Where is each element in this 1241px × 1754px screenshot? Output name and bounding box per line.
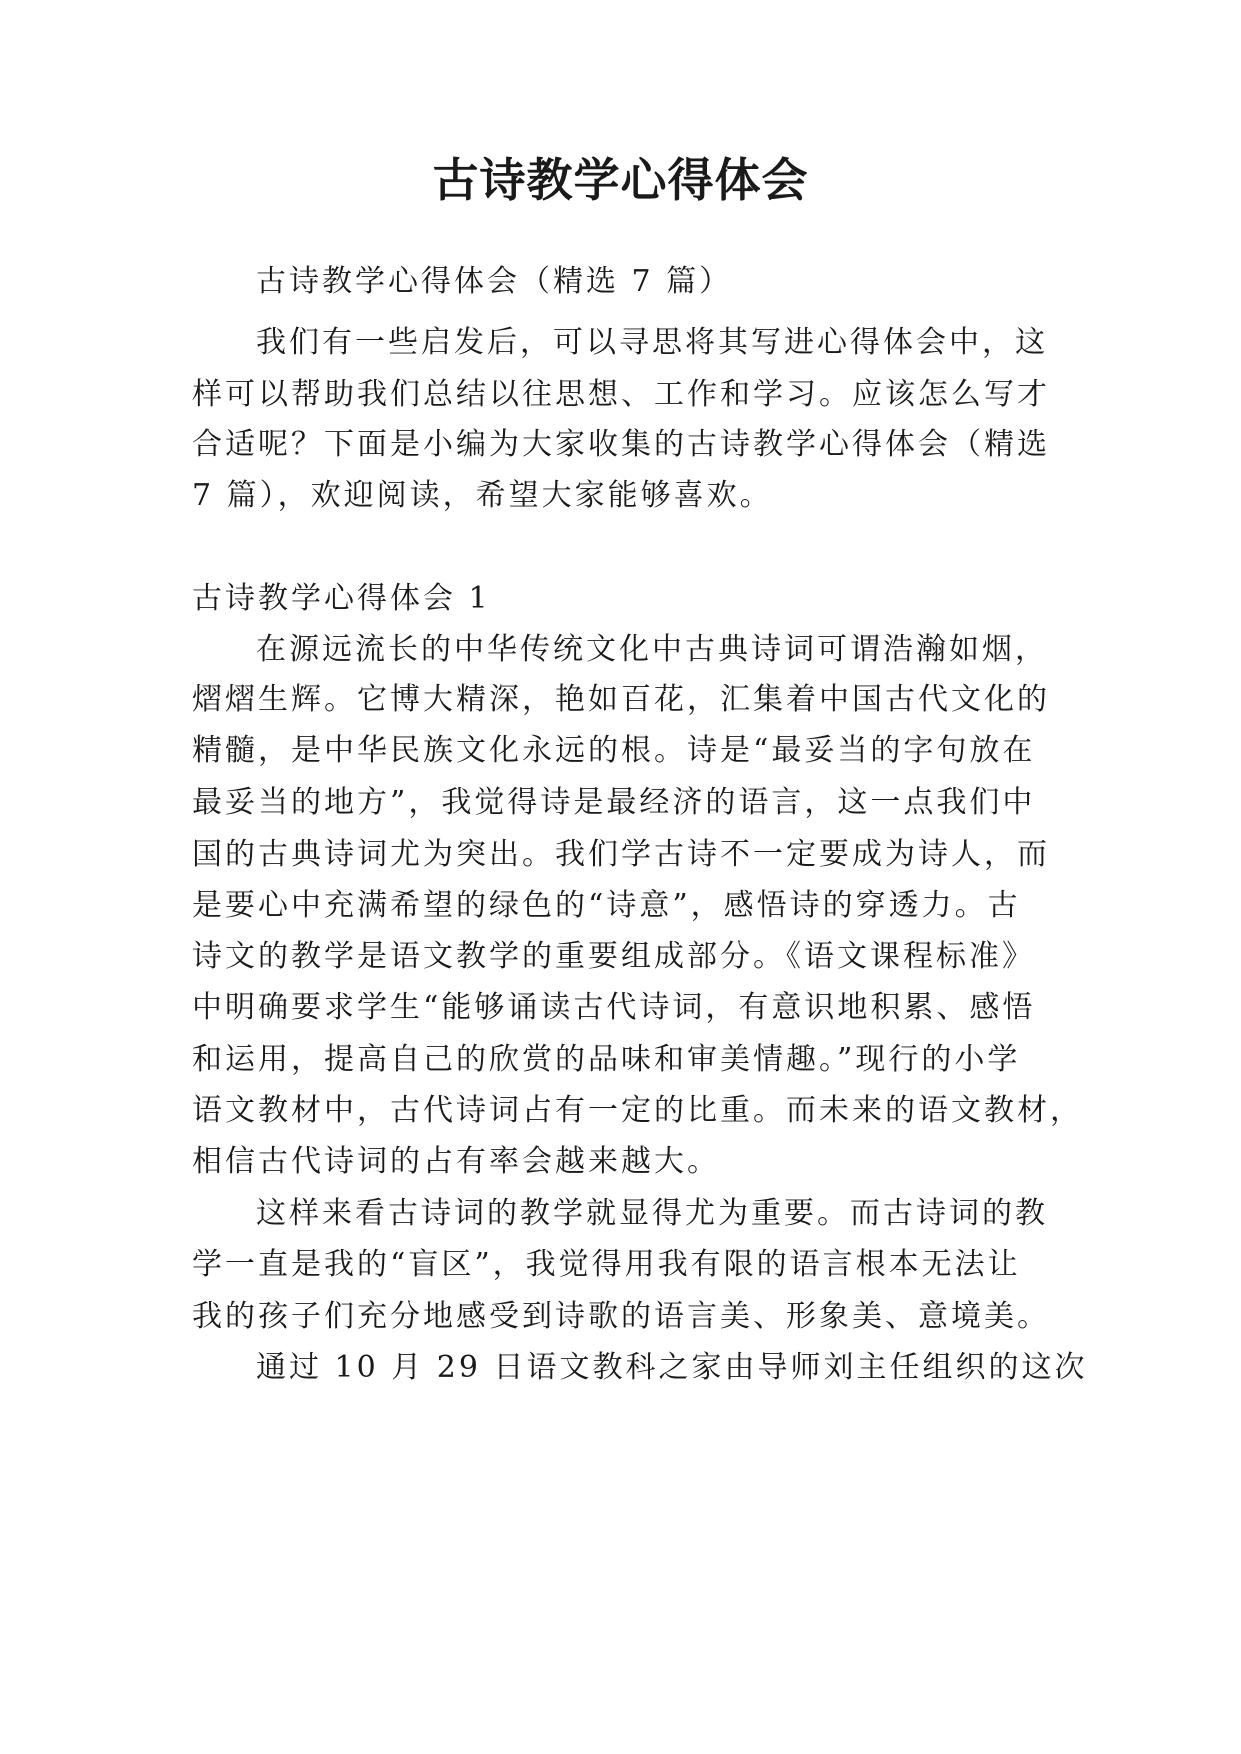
body-paragraph-line: 通过 10 月 29 日语文教科之家由导师刘主任组织的这次 <box>256 1350 1088 1385</box>
section-heading: 古诗教学心得体会 1 <box>192 581 491 616</box>
body-paragraph-line: 我的孩子们充分地感受到诗歌的语言美、形象美、意境美。 <box>192 1299 1050 1334</box>
intro-paragraph-line: 我们有一些启发后，可以寻思将其写进心得体会中，这 <box>256 325 1048 360</box>
body-paragraph-line: 语文教材中，古代诗词占有一定的比重。而未来的语文教材， <box>192 1093 1083 1128</box>
body-paragraph-line: 熠熠生辉。它博大精深，艳如百花，汇集着中国古代文化的 <box>192 682 1050 717</box>
body-paragraph-line: 相信古代诗词的占有率会越来越大。 <box>192 1144 720 1179</box>
body-paragraph-line: 在源远流长的中华传统文化中古典诗词可谓浩瀚如烟， <box>256 632 1048 667</box>
body-paragraph-line: 诗文的教学是语文教学的重要组成部分。《语文课程标准》 <box>192 939 1035 974</box>
intro-paragraph-line: 合适呢？下面是小编为大家收集的古诗教学心得体会（精选 <box>192 427 1050 462</box>
body-paragraph-line: 精髓，是中华民族文化永远的根。诗是“最妥当的字句放在 <box>192 733 1036 768</box>
intro-paragraph-line: 7 篇），欢迎阅读，希望大家能够喜欢。 <box>192 478 773 513</box>
body-paragraph-line: 最妥当的地方”，我觉得诗是最经济的语言，这一点我们中 <box>192 785 1036 820</box>
document-title: 古诗教学心得体会 <box>432 153 809 207</box>
body-paragraph-line: 是要心中充满希望的绿色的“诗意”，感悟诗的穿透力。古 <box>192 888 1021 923</box>
body-paragraph-line: 学一直是我的“盲区”，我觉得用我有限的语言根本无法让 <box>192 1247 1021 1282</box>
intro-paragraph-line: 样可以帮助我们总结以往思想、工作和学习。应该怎么写才 <box>192 377 1050 412</box>
body-paragraph-line: 和运用，提高自己的欣赏的品味和审美情趣。”现行的小学 <box>192 1042 1021 1077</box>
body-paragraph-line: 这样来看古诗词的教学就显得尤为重要。而古诗词的教 <box>256 1196 1048 1231</box>
body-paragraph-line: 中明确要求学生“能够诵读古代诗词，有意识地积累、感悟 <box>192 990 1036 1025</box>
body-paragraph-line: 国的古典诗词尤为突出。我们学古诗不一定要成为诗人，而 <box>192 837 1050 872</box>
subtitle-line: 古诗教学心得体会（精选 7 篇） <box>256 264 733 299</box>
